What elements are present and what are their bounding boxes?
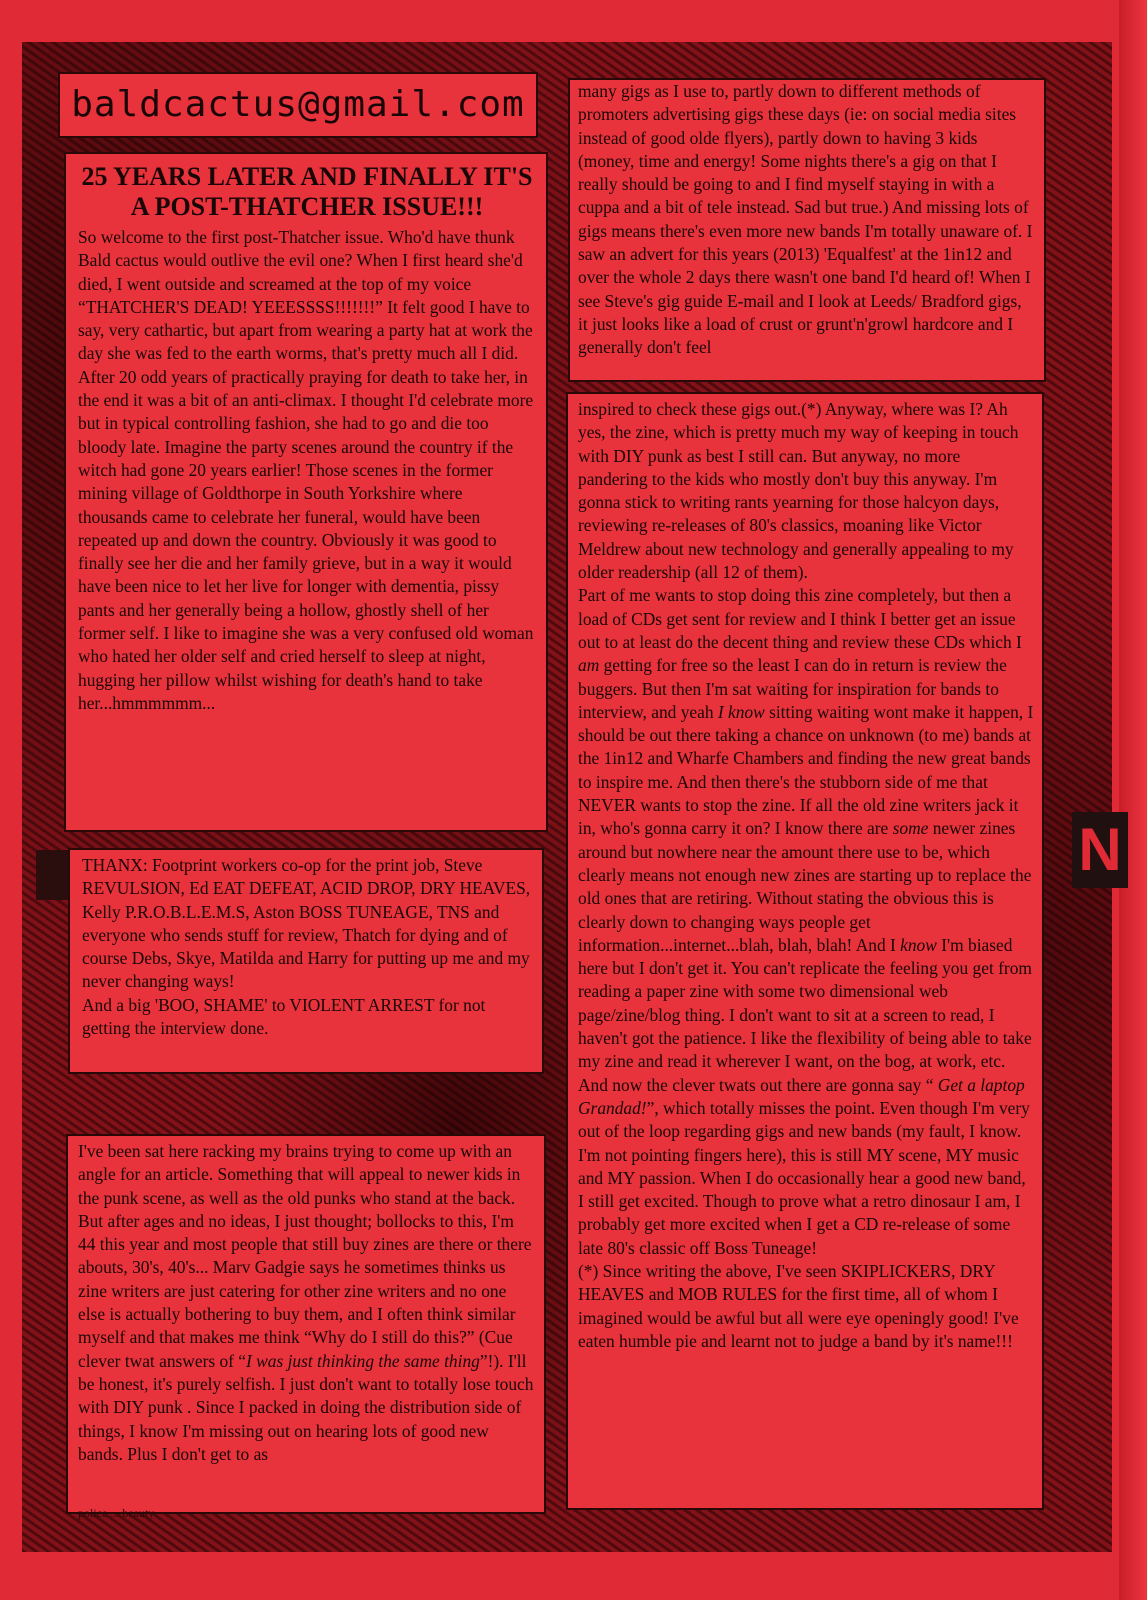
boo-text: And a big 'BOO, SHAME' to VIOLENT ARREST for not getting the interview done.	[82, 994, 486, 1039]
banner-letter: N	[1072, 812, 1128, 888]
right-paragraph-2	[578, 584, 1034, 1260]
racking-part1: I've been sat here racking my brains trying to come up with an angle for an article. Something that will appeal to newer kids in the punk scene, as well as the old punks who stand at the back. But after ages and no ideas, I just thought; bollocks to this, I'm 44 this year and most people that still buy zines are there or there abouts, 30's, 40's... Marv Gadgie says he sometimes thinks us zine writers are just catering for other zine writers and no one else is actually bothering to buy them, and I often think similar myself and that makes me think “Why do I still do this?” (Cue clever twat answers of “	[78, 1141, 532, 1371]
text-span: newer zines around but nowhere near the amount there use to be, which clearly means not enough new zines are starting up to replace the old ones that are retiring. Without stating the obvious this is clearly down to changing ways people get information...internet...blah, blah, blah! And I	[578, 818, 1032, 955]
text-span: Part of me wants to stop doing this zine completely, but then a load of CDs get sent for review and I think I better get an issue out to at least do the decent thing and review these CDs which I	[578, 585, 1022, 652]
racking-italic: I was just thinking the same thing	[246, 1350, 480, 1371]
right-footnote: (*) Since writing the above, I've seen SKIPLICKERS, DRY HEAVES and MOB RULES for the first time, all of whom I imagined would be awful but all were eye openingly good! I've eaten humble pie and learnt not to judge a band by it's name!!!	[578, 1260, 1019, 1351]
headline: 25 YEARS LATER AND FINALLY IT'S A POST-THATCHER ISSUE!!!	[81, 162, 533, 221]
right-column-main	[566, 392, 1044, 1510]
italic-span: know	[900, 934, 937, 955]
thanx-text: THANX: Footprint workers co-op for the print job, Steve REVULSION, Ed EAT DEFEAT, ACID DROP, DRY HEAVES, Kelly P.R.O.B.L.E.M.S, Aston BOSS TUNEAGE, TNS and everyone who sends stuff for review, Thatch for dying and of course Debs, Skye, Matilda and Harry for putting up me and my never changing ways!	[82, 855, 531, 992]
italic-span: Get a laptop Grandad!	[578, 1074, 1025, 1118]
italic-span: am	[578, 655, 600, 676]
right-paragraph-1: inspired to check these gigs out.(*) Anyway, where was I? Ah yes, the zine, which is pretty much my way of keeping in touch with DIY punk as best I still can. But anyway, no more pandering to the kids who mostly don't buy this anyway. I'm gonna stick to writing rants yearning for those halcyon days, reviewing re-releases of 80's classics, moaning like Victor Meldrew about new technology and generally appealing to my older readership (all 12 of them).	[578, 399, 1019, 583]
text-span: I'm biased here but I don't get it. You can't replicate the feeling you get from reading a paper zine with some two dimensional web page/zine/blog thing. I don't want to sit at a screen to read, I haven't got the patience. I like the flexibility of being able to take my zine and read it wherever I want, on the bog, at work, etc. And now the clever twats out there are gonna say “	[578, 934, 1032, 1095]
right-top-text: many gigs as I use to, partly down to different methods of promoters advertising gigs these days (ie: on social media sites instead of good olde flyers), partly down to having 3 kids (money, time and energy! Some nights there's a gig on that I really should be going to and I find myself staying in with a cuppa and a bit of tele instead. Sad but true.) And missing lots of gigs means there's even more new bands I'm totally unaware of. I saw an advert for this years (2013) 'Equalfest' at the 1in12 and over the whole 2 days there wasn't one band I'd heard of! When I see Steve's gig guide E-mail and I look at Leeds/ Bradford gigs, it just looks like a load of crust or grunt'n'growl hardcore and I generally don't feel	[578, 81, 1033, 358]
racking-text	[78, 1140, 534, 1466]
italic-span: I know	[717, 701, 765, 722]
text-span: sitting waiting wont make it happen, I should be out there taking a chance on unknown (to me) bands at the 1in12 and Wharfe Chambers and finding the new great bands to inspire me. And then there's the stubborn side of me that NEVER wants to stop the zine. If all the old zine writers jack it in, who's gonna carry it on? I know there are	[578, 701, 1034, 839]
intro-article	[64, 152, 548, 832]
italic-span: some	[892, 818, 929, 839]
right-column-top	[568, 78, 1046, 382]
intro-text: So welcome to the first post-Thatcher issue. Who'd have thunk Bald cactus would outlive the evil one? When I first heard she'd died, I went outside and screamed at the top of my voice “THATCHER'S DEAD! YEEESSSS!!!!!!!” It felt good I have to say, very cathartic, but apart from wearing a party hat at work the day she was fed to the earth worms, that's pretty much all I did. After 20 odd years of practically praying for death to take her, in the end it was a bit of an anti-climax. I thought I'd celebrate more but in typical controlling fashion, she had to go and die too bloody late. Imagine the party scenes around the country if the witch had gone 20 years earlier! Those scenes in the former mining village of Goldthorpe in South Yorkshire where thousands came to celebrate her funeral, would have been repeated up and down the country. Obviously it was good to finally see her die and her family grieve, but in a way it would have been nice to let her live for longer with dementia, pissy pants and her generally being a hollow, ghostly shell of her former self. I like to imagine she was a very confused old woman who hated her older self and cried herself to sleep at night, hugging her pillow whilst wishing for death's hand to take her...hmmmmmm...	[78, 227, 534, 713]
text-span: ”, which totally misses the point. Even though I'm very out of the loop regarding gigs and new bands (my fault, I know. I'm not pointing fingers here), this is still MY scene, MY music and MY passion. When I do occasionally hear a good new band, I still get excited. Though to prove what a retro dinosaur I am, I probably get more excited when I get a CD re-release of some late 80's classic off Boss Tuneage!	[578, 1097, 1030, 1258]
email-address: baldcactus@gmail.com	[58, 72, 538, 138]
racking-article	[66, 1134, 546, 1514]
thanks-section	[68, 848, 544, 1074]
bottom-credit: police ... beauty	[78, 1506, 155, 1520]
text-span: getting for free so the least I can do in return is review the buggers. But then I'm sat waiting for inspiration for bands to interview, and yeah	[578, 655, 1007, 722]
page-edge	[1119, 0, 1147, 1600]
racking-part2: ”!). I'll be honest, it's purely selfish. I just don't want to totally lose touch with DIY punk . Since I packed in doing the distribution side of things, I know I'm missing out on hearing lots of good new bands. Plus I don't get to as	[78, 1350, 534, 1464]
